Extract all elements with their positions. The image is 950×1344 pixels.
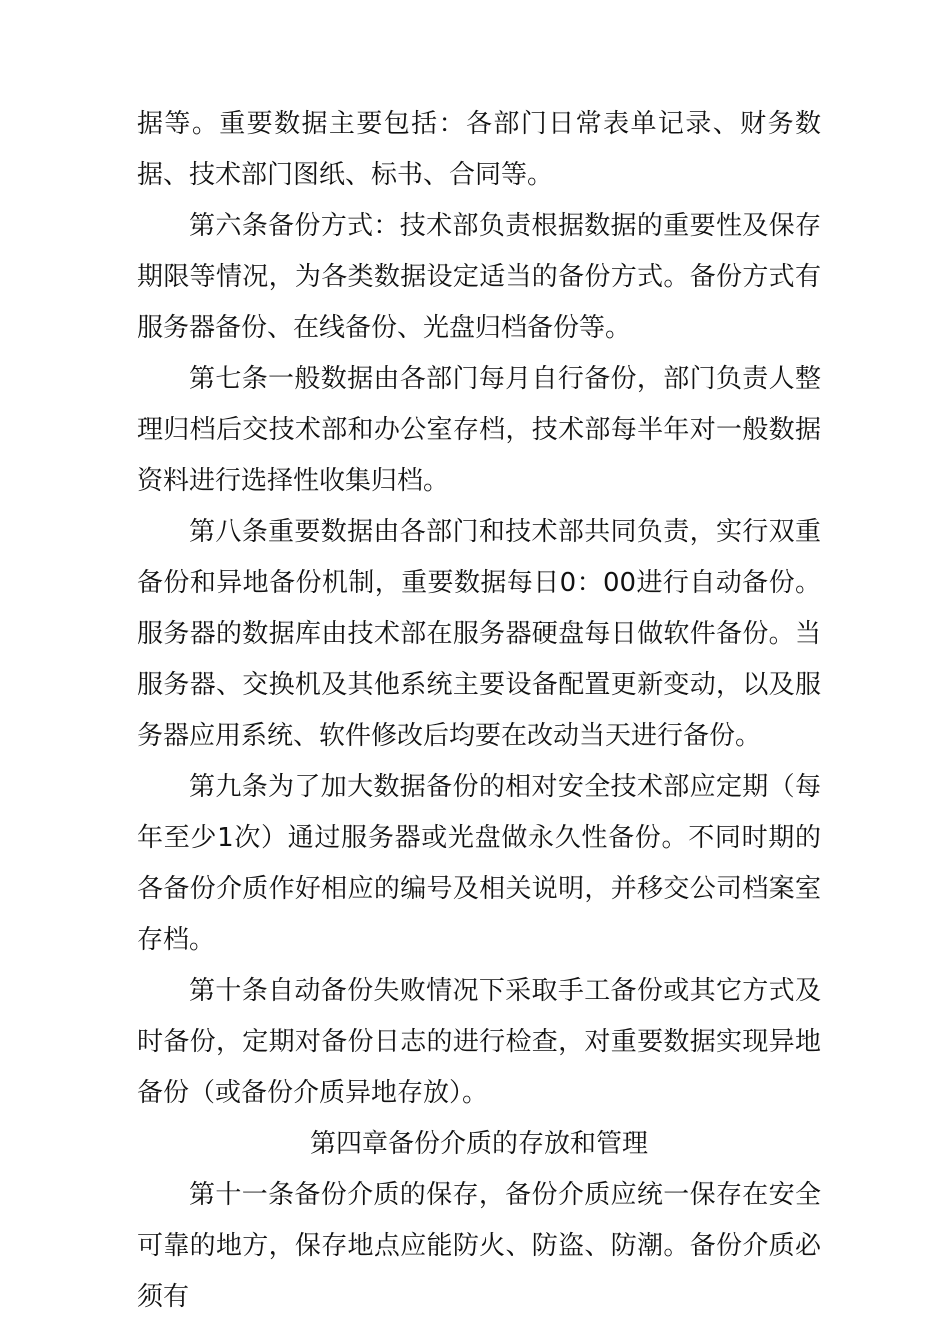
paragraph-article-7: 第七条一般数据由各部门每月自行备份，部门负责人整理归档后交技术部和办公室存档，技术部每半年对一般数据资料进行选择性收集归档。 (137, 364, 821, 496)
paragraph-article-11: 第十一条备份介质的保存，备份介质应统一保存在安全可靠的地方，保存地点应能防火、防盗、防潮。备份介质必须有 (137, 1180, 821, 1312)
paragraph-continued: 据等。重要数据主要包括：各部门日常表单记录、财务数据、技术部门图纸、标书、合同等。 (137, 109, 821, 190)
paragraph-article-10: 第十条自动备份失败情况下采取手工备份或其它方式及时备份，定期对备份日志的进行检查，对重要数据实现异地备份（或备份介质异地存放）。 (137, 976, 821, 1108)
paragraph-article-8: 第八条重要数据由各部门和技术部共同负责，实行双重备份和异地备份机制，重要数据每日0：00进行自动备份。服务器的数据库由技术部在服务器硬盘每日做软件备份。当服务器、交换机及其他系统主要设备配置更新变动，以及服务器应用系统、软件修改后均要在改动当天进行备份。 (137, 517, 821, 751)
paragraph-article-6: 第六条备份方式：技术部负责根据数据的重要性及保存期限等情况，为各类数据设定适当的备份方式。备份方式有服务器备份、在线备份、光盘归档备份等。 (137, 211, 821, 343)
document-page (137, 99, 821, 1323)
chapter-heading: 第四章备份介质的存放和管理 (309, 1129, 648, 1159)
paragraph-article-9: 第九条为了加大数据备份的相对安全技术部应定期（每年至少1次）通过服务器或光盘做永久性备份。不同时期的各备份介质作好相应的编号及相关说明，并移交公司档案室存档。 (137, 772, 821, 955)
